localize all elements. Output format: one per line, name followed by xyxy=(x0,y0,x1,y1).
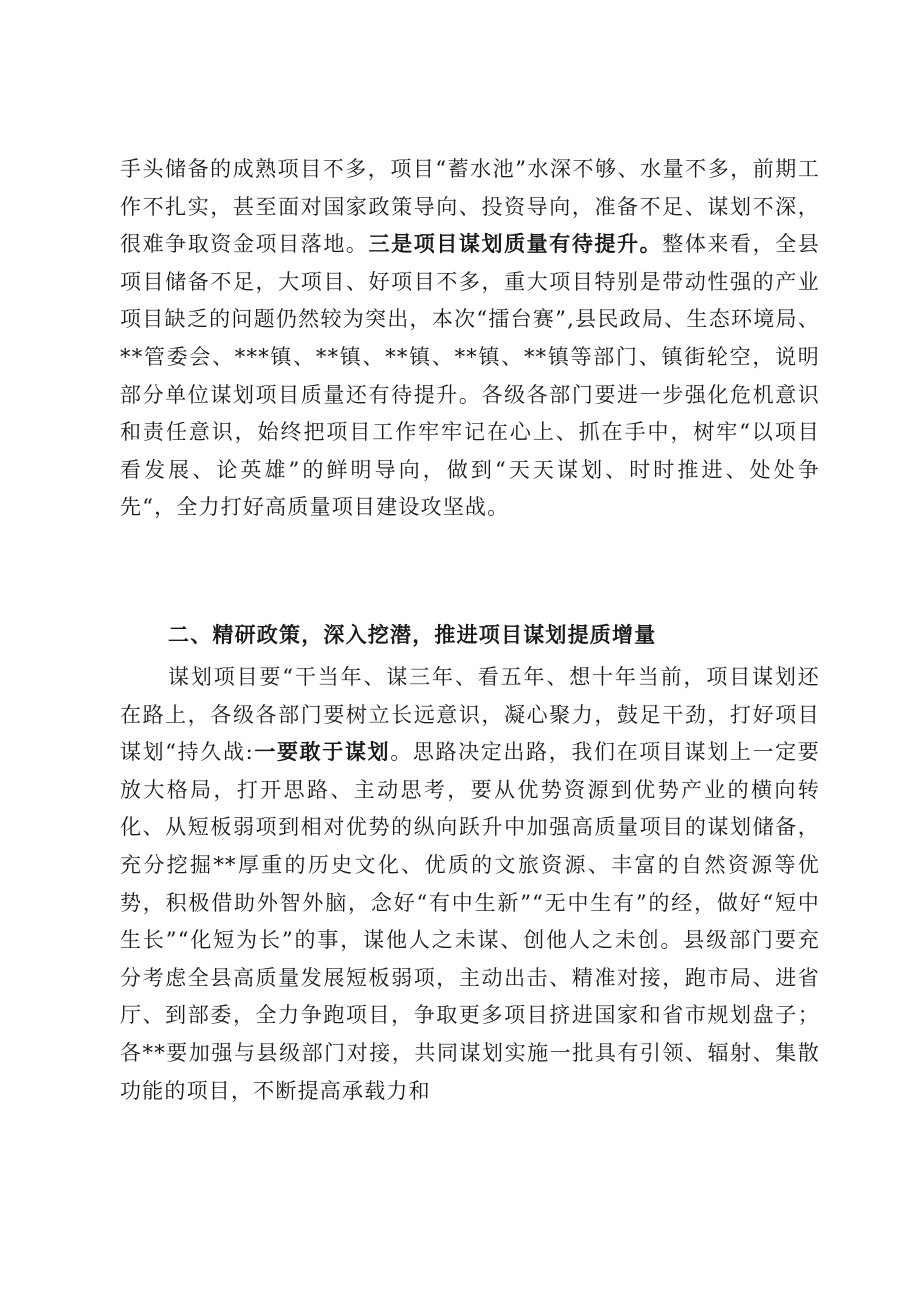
paragraph-1-bold-point: 三是项目谋划质量有待提升。 xyxy=(368,232,663,257)
body-paragraph-1 xyxy=(120,151,820,527)
paragraph-2-bold-point: 一要敢于谋划 xyxy=(253,740,391,765)
paragraph-1-text-a: 手头储备的成熟项目不多，项目“蓄水池”水深不够、水量不多，前期工作不扎实，甚至面对国家政策导向、投资导向，准备不足、谋划不深，很难争取资金项目落地。 xyxy=(120,157,820,257)
section-heading-2: 二、精研政策，深入挖潜，推进项目谋划提质增量 xyxy=(168,623,657,647)
body-paragraph-2 xyxy=(120,659,820,1110)
paragraph-2-text-c: 。思路决定出路，我们在项目谋划上一定要放大格局，打开思路、主动思考，要从优势资源到优势产业的横向转化、从短板弱项到相对优势的纵向跃升中加强高质量项目的谋划储备，充分挖掘**厚重的历史文化、优质的文旅资源、丰富的自然资源等优势，积极借助外智外脑，念好“有中生新”“无中生有”的经，做好“短中生长”“化短为长”的事，谋他人之未谋、创他人之未创。县级部门要充分考虑全县高质量发展短板弱项，主动出击、精准对接，跑市局、进省厅、到部委，全力争跑项目，争取更多项目挤进国家和省市规划盘子；各**要加强与县级部门对接，共同谋划实施一批具有引领、辐射、集散功能的项目，不断提高承载力和 xyxy=(120,740,820,1103)
paragraph-1-text-c: 整体来看，全县项目储备不足，大项目、好项目不多，重大项目特别是带动性强的产业项目缺乏的问题仍然较为突出，本次“擂台赛”,县民政局、生态环境局、**管委会、***镇、**镇、**镇、**镇、**镇等部门、镇街轮空，说明部分单位谋划项目质量还有待提升。各级各部门要进一步强化危机意识和责任意识，始终把项目工作牢牢记在心上、抓在手中，树牢“以项目看发展、论英雄”的鲜明导向，做到“天天谋划、时时推进、处处争先“，全力打好高质量项目建设攻坚战。 xyxy=(120,232,821,520)
paragraph-2-text-a: 谋划项目要“干当年、谋三年、看五年、想十年当前，项目谋划还在路上，各级各部门要树立长远意识，凝心聚力，鼓足干劲，打好项目谋划“持久战: xyxy=(120,665,820,765)
